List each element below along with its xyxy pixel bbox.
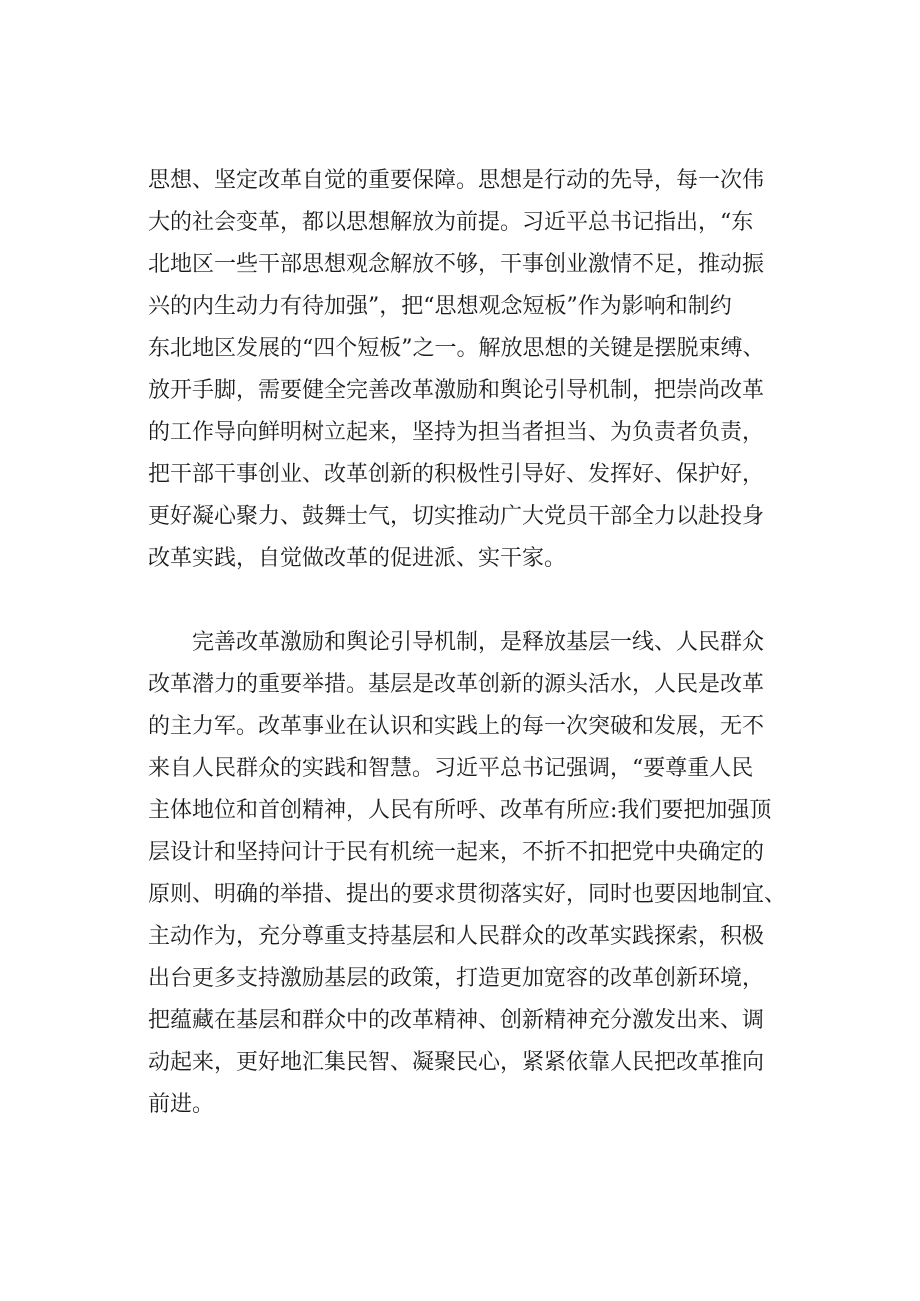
text-line: 出台更多支持激励基层的政策，打造更加宽容的改革创新环境， — [148, 966, 765, 991]
text-line: 东北地区发展的“四个短板”之一。解放思想的关键是摆脱束缚、 — [148, 336, 765, 361]
text-line: 的主力军。改革事业在认识和实践上的每一次突破和发展，无不 — [148, 714, 765, 739]
paragraph-2 — [148, 622, 798, 1126]
paragraph-1 — [148, 160, 798, 580]
text-line: 主体地位和首创精神，人民有所呼、改革有所应:我们要把加强顶 — [148, 798, 772, 823]
text-line: 原则、明确的举措、提出的要求贯彻落实好，同时也要因地制宜、 — [148, 882, 787, 907]
text-line: 层设计和坚持问计于民有机统一起来，不折不扣把党中央确定的 — [148, 840, 765, 865]
text-line: 来自人民群众的实践和智慧。习近平总书记强调，“要尊重人民 — [148, 756, 754, 781]
text-line: 的工作导向鲜明树立起来，坚持为担当者担当、为负责者负责， — [148, 420, 765, 445]
text-line: 改革实践，自觉做改革的促进派、实干家。 — [148, 546, 567, 571]
text-line: 兴的内生动力有待加强”，把“思想观念短板”作为影响和制约 — [148, 294, 732, 319]
text-line: 主动作为，充分尊重支持基层和人民群众的改革实践探索，积极 — [148, 924, 765, 949]
text-line: 改革潜力的重要举措。基层是改革创新的源头活水，人民是改革 — [148, 672, 765, 697]
text-line: 完善改革激励和舆论引导机制，是释放基层一线、人民群众 — [148, 630, 765, 655]
text-line: 动起来，更好地汇集民智、凝聚民心，紧紧依靠人民把改革推向 — [148, 1050, 765, 1075]
text-line: 北地区一些干部思想观念解放不够，干事创业激情不足，推动振 — [148, 252, 765, 277]
text-line: 思想、坚定改革自觉的重要保障。思想是行动的先导，每一次伟 — [148, 168, 765, 193]
text-line: 更好凝心聚力、鼓舞士气，切实推动广大党员干部全力以赴投身 — [148, 504, 765, 529]
text-line: 把蕴藏在基层和群众中的改革精神、创新精神充分激发出来、调 — [148, 1008, 765, 1033]
text-line: 大的社会变革，都以思想解放为前提。习近平总书记指出，“东 — [148, 210, 754, 235]
text-line: 把干部干事创业、改革创新的积极性引导好、发挥好、保护好， — [148, 462, 765, 487]
text-line: 前进。 — [148, 1092, 215, 1117]
text-line: 放开手脚，需要健全完善改革激励和舆论引导机制，把崇尚改革 — [148, 378, 765, 403]
